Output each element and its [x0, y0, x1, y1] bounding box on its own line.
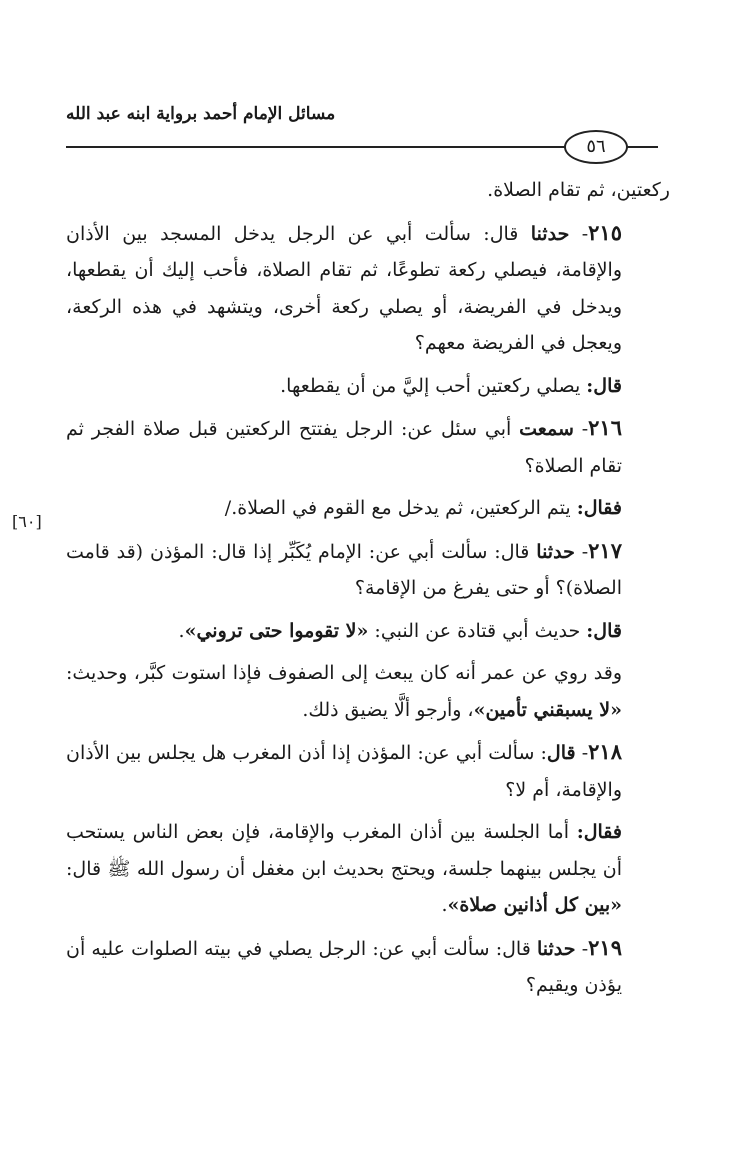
entry-number: ٢١٩ [588, 934, 622, 960]
paragraph-text: قال: سألت أبي عن الرجل يدخل المسجد بين الأذان والإقامة، فيصلي ركعة تطوعًا، ثم تقام الصلاة، فأحب إليك أن يقطعها، ويدخل في الفريضة، أو يصلي ركعة أخرى، ويتشهد في هذه الركعة، ويعجل في الفريضة معهم؟ [66, 222, 622, 354]
paragraph-text: أبي سئل عن: الرجل يفتتح الركعتين قبل صلاة الفجر ثم تقام الصلاة؟ [66, 418, 622, 477]
answer-label: قال: [586, 374, 622, 397]
answer-217-continued [66, 655, 670, 728]
hadith-quote: «لا تقوموا حتى تروني» [184, 619, 369, 642]
answer-216 [66, 490, 670, 527]
paragraph-text: ركعتين، ثم تقام الصلاة. [487, 179, 670, 201]
entry-dash: - [581, 222, 589, 245]
entry-dash: - [581, 418, 589, 440]
entry-dash: - [581, 540, 589, 563]
answer-215 [66, 368, 670, 405]
entry-dash: - [581, 937, 589, 960]
entry-number: ٢١٥ [588, 219, 622, 245]
paragraph-text: وقد روي عن عمر أنه كان يبعث إلى الصفوف فإذا استوت كبَّر، وحديث: [66, 662, 622, 684]
paragraph-text-tail: ، وأرجو ألَّا يضيق ذلك. [302, 698, 474, 721]
hadith-quote: «بين كل أذانين صلاة» [447, 894, 622, 916]
answer-label: فقال: [576, 497, 622, 519]
paragraph-text: : سألت أبي عن: المؤذن إذا أذن المغرب هل يجلس بين الأذان والإقامة، أم لا؟ [66, 742, 622, 801]
entry-218 [66, 734, 670, 808]
paragraph-text-tail: . [178, 619, 185, 642]
entry-dash: - [581, 742, 589, 764]
narration-label: سمعت [519, 418, 574, 440]
answer-217 [66, 613, 670, 650]
running-header-title: مسائل الإمام أحمد برواية ابنه عبد الله [66, 104, 336, 124]
paragraph-text: يتم الركعتين، ثم يدخل مع القوم في الصلاة./ [224, 497, 577, 519]
margin-page-reference: [٦٠] [12, 512, 42, 531]
entry-217 [66, 533, 670, 607]
entry-215 [66, 215, 670, 362]
answer-label: فقال: [576, 821, 622, 843]
entry-216 [66, 410, 670, 484]
narration-label: حدثنا [536, 540, 575, 563]
paragraph-text: قال: سألت أبي عن: الإمام يُكَبِّر إذا قال: المؤذن (قد قامت الصلاة)؟ أو حتى يفرغ من الإقامة؟ [66, 540, 622, 599]
answer-218 [66, 814, 670, 924]
paragraph-text: حديث أبي قتادة عن النبي: [368, 619, 587, 642]
narration-label: قال [546, 742, 576, 764]
hadith-quote: «لا يسبقني تأمين» [473, 698, 622, 721]
paragraph-continuation [66, 172, 670, 209]
entry-number: ٢١٨ [588, 739, 622, 764]
answer-label: قال: [586, 619, 622, 642]
entry-219 [66, 930, 670, 1004]
entry-number: ٢١٦ [588, 415, 622, 440]
page-body [66, 172, 670, 1010]
entry-number: ٢١٧ [588, 537, 622, 563]
paragraph-text: قال: سألت أبي عن: الرجل يصلي في بيته الصلوات عليه أن يؤذن ويقيم؟ [66, 937, 622, 996]
paragraph-text: أما الجلسة بين أذان المغرب والإقامة، فإن بعض الناس يستحب أن يجلس بينهما جلسة، ويحتج بحديث ابن مغفل أن رسول الله ﷺ قال: [66, 821, 622, 880]
narration-label: حدثنا [537, 937, 576, 960]
page-number: ٥٦ [564, 130, 628, 164]
narration-label: حدثنا [530, 222, 570, 245]
paragraph-text-tail: . [441, 894, 448, 916]
paragraph-text: يصلي ركعتين أحب إليَّ من أن يقطعها. [280, 374, 587, 397]
